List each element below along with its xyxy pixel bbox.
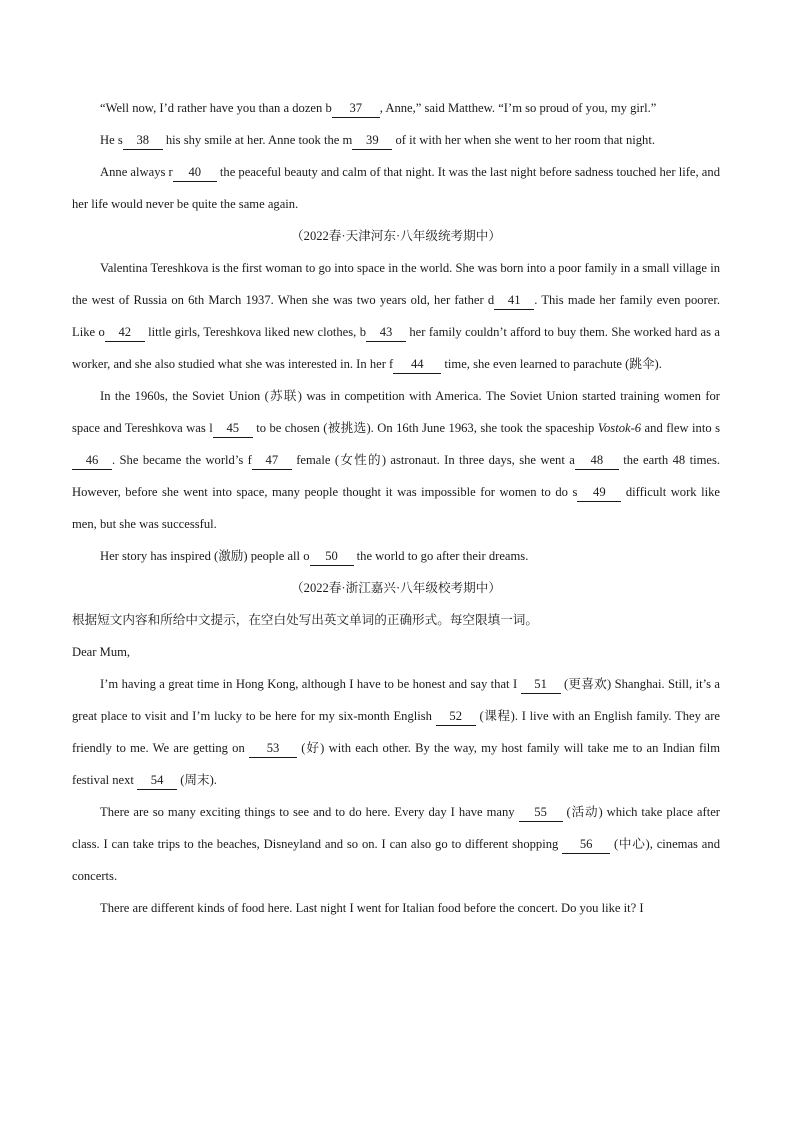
- paragraph: [72, 92, 720, 124]
- text: (好) with each other. By the way, my host family will take me to an Indian film festival next: [72, 741, 720, 787]
- text: I’m having a great time in Hong Kong, although I have to be honest and say that I: [100, 677, 521, 691]
- text: female (女性的) astronaut. In three days, she went a: [291, 453, 575, 467]
- text: Her story has inspired (激励) people all o: [100, 549, 310, 563]
- blank-49[interactable]: 49: [577, 483, 621, 502]
- blank-43[interactable]: 43: [366, 323, 406, 342]
- text: Anne always r: [100, 165, 173, 179]
- blank-50[interactable]: 50: [310, 547, 354, 566]
- blank-37[interactable]: 37: [332, 99, 380, 118]
- text: “Well now, I’d rather have you than a dozen b: [100, 101, 332, 115]
- text: There are so many exciting things to see and to do here. Every day I have many: [100, 805, 519, 819]
- paragraph: [72, 156, 720, 220]
- text: his shy smile at her. Anne took the m: [162, 133, 353, 147]
- text: , Anne,” said Matthew. “I’m so proud of you, my girl.”: [379, 101, 657, 115]
- text: the world to go after their dreams.: [353, 549, 529, 563]
- blank-45[interactable]: 45: [213, 419, 253, 438]
- blank-42[interactable]: 42: [105, 323, 145, 342]
- paragraph: [72, 668, 720, 796]
- document-page: [72, 92, 720, 924]
- text: difficult work like men, but she was successful.: [72, 485, 720, 531]
- text: to be chosen (被挑选). On 16th June 1963, she took the spaceship: [252, 421, 598, 435]
- text: her family couldn’t afford to buy them. She worked hard as a worker, and she also studied what she was interested in. In her f: [72, 325, 720, 371]
- paragraph: There are different kinds of food here. Last night I went for Italian food before the concert. Do you like it? I: [100, 901, 644, 915]
- paragraph: [72, 380, 720, 540]
- text: (更喜欢) Shanghai. Still, it’s a great place to visit and I’m lucky to be here for my six-month English: [72, 677, 720, 723]
- paragraph: [72, 252, 720, 380]
- spaceship-name: Vostok-6: [597, 421, 642, 435]
- blank-44[interactable]: 44: [393, 355, 441, 374]
- blank-41[interactable]: 41: [494, 291, 534, 310]
- text: Valentina Tereshkova is the first woman to go into space in the world. She was born into a poor family in a small village in the west of Russia on 6th March 1937. When she was two years old, her father d: [72, 261, 720, 307]
- text: (课程). I live with an English family. They are friendly to me. We are getting on: [72, 709, 720, 755]
- text: and flew into s: [641, 421, 720, 435]
- text: (中心), cinemas and concerts.: [72, 837, 720, 883]
- source-heading: （2022春·浙江嘉兴·八年级校考期中）: [291, 581, 501, 595]
- blank-46[interactable]: 46: [72, 451, 112, 470]
- text: (周末).: [177, 773, 217, 787]
- source-heading: （2022春·天津河东·八年级统考期中）: [291, 229, 501, 243]
- blank-55[interactable]: 55: [519, 803, 563, 822]
- letter-greeting: Dear Mum,: [72, 645, 131, 659]
- blank-40[interactable]: 40: [173, 163, 217, 182]
- blank-48[interactable]: 48: [575, 451, 619, 470]
- blank-53[interactable]: 53: [249, 739, 297, 758]
- paragraph: [72, 796, 720, 892]
- text: . This made her family even poorer. Like o: [72, 293, 720, 339]
- text: In the 1960s, the Soviet Union (苏联) was in competition with America. The Soviet Union started training women for space and Tereshkova was l: [72, 389, 720, 435]
- text: . She became the world’s f: [112, 453, 252, 467]
- blank-52[interactable]: 52: [436, 707, 476, 726]
- paragraph: [72, 540, 720, 572]
- text: the peaceful beauty and calm of that night. It was the last night before sadness touched her life, and her life would never be quite the same again.: [72, 165, 720, 211]
- blank-56[interactable]: 56: [562, 835, 610, 854]
- blank-47[interactable]: 47: [252, 451, 292, 470]
- paragraph: [72, 124, 720, 156]
- blank-39[interactable]: 39: [352, 131, 392, 150]
- text: little girls, Tereshkova liked new clothes, b: [144, 325, 366, 339]
- blank-54[interactable]: 54: [137, 771, 177, 790]
- text: the earth 48 times. However, before she went into space, many people thought it was impossible for women to do s: [72, 453, 720, 499]
- text: (活动) which take place after class. I can take trips to the beaches, Disneyland and so on. I can also go to different shopping: [72, 805, 720, 851]
- text: time, she even learned to parachute (跳伞).: [441, 357, 662, 371]
- blank-38[interactable]: 38: [123, 131, 163, 150]
- instruction: 根据短文内容和所给中文提示，在空白处写出英文单词的正确形式。每空限填一词。: [72, 613, 538, 627]
- text: He s: [100, 133, 123, 147]
- blank-51[interactable]: 51: [521, 675, 561, 694]
- text: of it with her when she went to her room that night.: [392, 133, 655, 147]
